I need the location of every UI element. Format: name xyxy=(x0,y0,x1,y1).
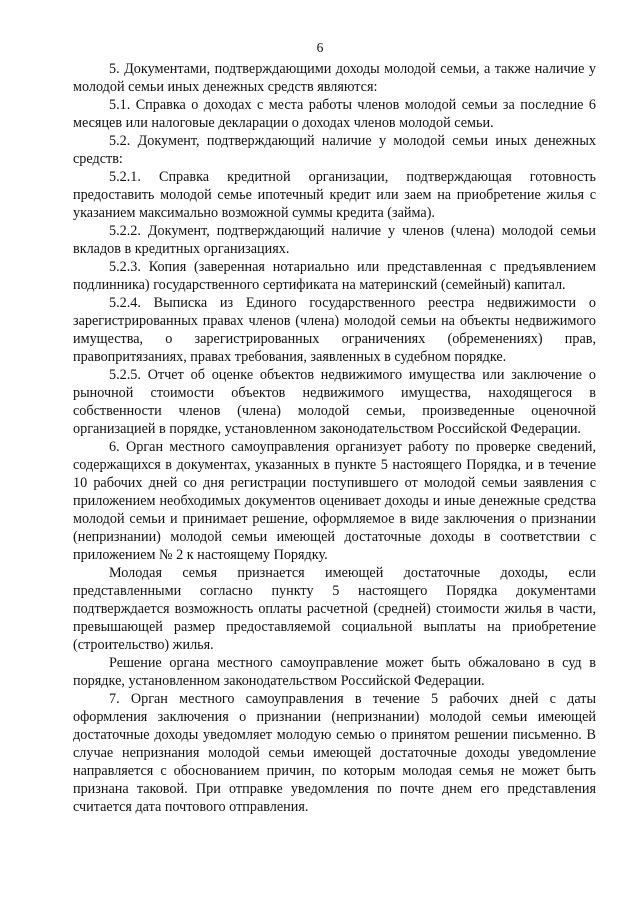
paragraph-5-1: 5.1. Справка о доходах с места работы членов молодой семьи за последние 6 месяцев или налоговые декларации о доходах членов молодой семьи. xyxy=(73,97,596,131)
paragraph-5-2: 5.2. Документ, подтверждающий наличие у молодой семьи иных денежных средств: xyxy=(73,133,596,167)
page-number: 6 xyxy=(316,40,324,55)
paragraph-5-2-1: 5.2.1. Справка кредитной организации, подтверждающая готовность предоставить молодой семье ипотечный кредит или заем на приобретение жилья с указанием максимально возможной суммы кредита (займа). xyxy=(73,169,596,221)
paragraph-5: 5. Документами, подтверждающими доходы молодой семьи, а также наличие у молодой семьи иных денежных средств являются: xyxy=(73,61,596,95)
paragraph-5-2-5: 5.2.5. Отчет об оценке объектов недвижимого имущества или заключение о рыночной стоимости объектов недвижимого имущества, находящегося в собственности членов (члена) молодой семьи, произведенные оценочной организацией в порядке, установленном законодательством Российской Федерации. xyxy=(73,367,596,437)
paragraph-6-appeal: Решение органа местного самоуправление может быть обжаловано в суд в порядке, установленном законодательством Российской Федерации. xyxy=(73,655,596,689)
paragraph-6-sufficient-income: Молодая семья признается имеющей достаточные доходы, если представленными согласно пункту 5 настоящего Порядка документами подтверждается возможность оплаты расчетной (средней) стоимости жилья в части, превышающей размер предоставляемой социальной выплаты на приобретение (строительство) жилья. xyxy=(73,565,596,653)
paragraph-6: 6. Орган местного самоуправления организует работу по проверке сведений, содержащихся в документах, указанных в пункте 5 настоящего Порядка, и в течение 10 рабочих дней со дня регистрации поступившего от молодой семьи заявления с приложением необходимых документов оценивает доходы и иные денежные средства молодой семьи и принимает решение, оформляемое в виде заключения о признании (непризнании) молодой семьи имеющей достаточные доходы в соответствии с приложением № 2 к настоящему Порядку. xyxy=(73,439,596,563)
document-body xyxy=(73,60,596,816)
paragraph-5-2-3: 5.2.3. Копия (заверенная нотариально или представленная с предъявлением подлинника) государственного сертификата на материнский (семейный) капитал. xyxy=(73,259,596,293)
paragraph-5-2-4: 5.2.4. Выписка из Единого государственного реестра недвижимости о зарегистрированных правах членов (члена) молодой семьи на объекты недвижимого имущества, о зарегистрированных ограничениях (обременениях) прав, правопритязаниях, правах требования, заявленных в судебном порядке. xyxy=(73,295,596,365)
paragraph-7: 7. Орган местного самоуправления в течение 5 рабочих дней с даты оформления заключения о признании (непризнании) молодой семьи имеющей достаточные доходы уведомляет молодую семью о принятом решении письменно. В случае непризнания молодой семьи имеющей достаточные доходы уведомление направляется с обоснованием причин, по которым молодая семья не может быть признана таковой. При отправке уведомления по почте днем его представления считается дата почтового отправления. xyxy=(73,691,596,815)
paragraph-5-2-2: 5.2.2. Документ, подтверждающий наличие у членов (члена) молодой семьи вкладов в кредитных организациях. xyxy=(73,223,596,257)
